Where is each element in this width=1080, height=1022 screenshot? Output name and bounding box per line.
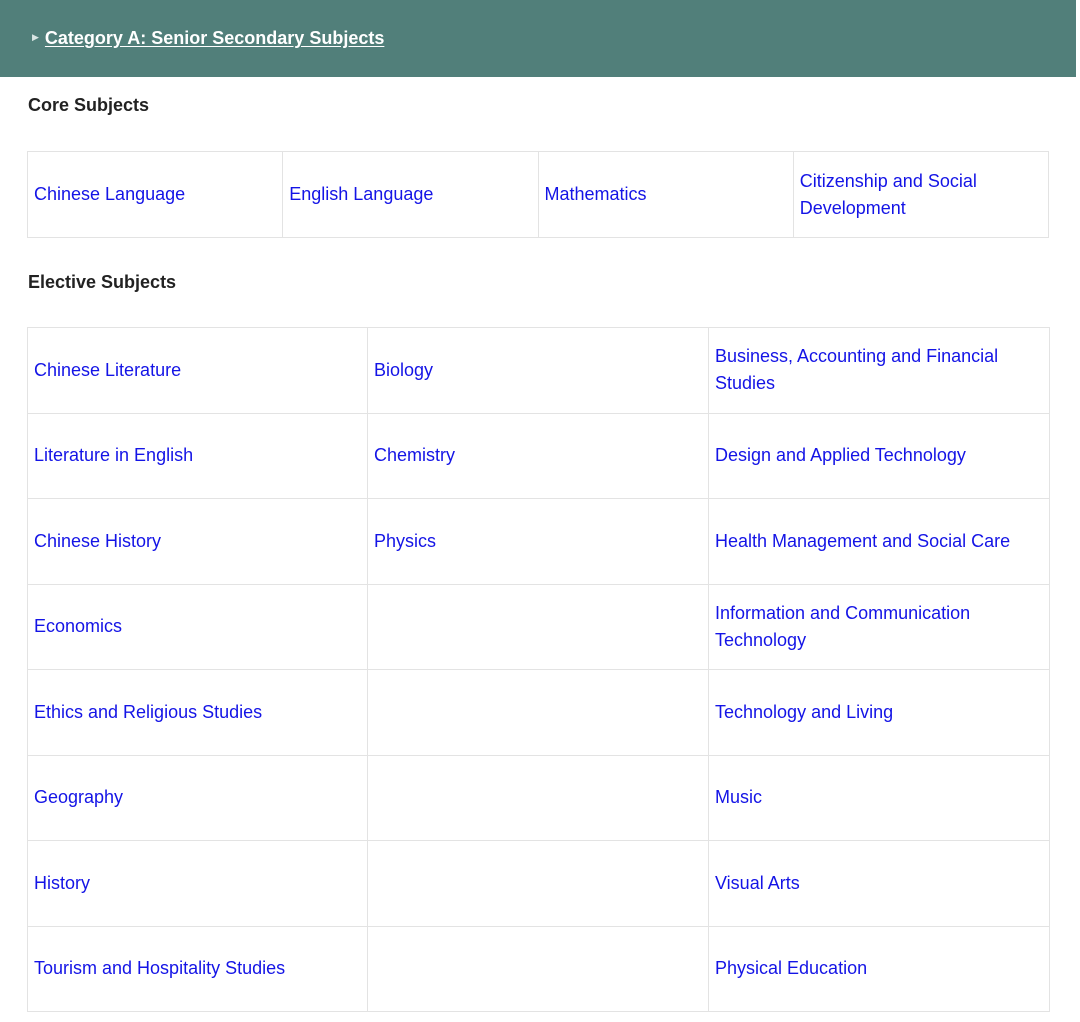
table-row — [28, 328, 1050, 414]
subject-link[interactable]: Geography — [34, 787, 124, 808]
triangle-right-icon[interactable]: ▶ — [32, 32, 39, 42]
table-cell — [28, 152, 283, 238]
empty-cell — [368, 584, 709, 670]
subject-link[interactable]: Design and Applied Technology — [715, 445, 966, 466]
empty-cell — [368, 755, 709, 841]
category-header[interactable] — [0, 0, 1076, 77]
subject-link[interactable]: Mathematics — [544, 184, 647, 204]
elective-subjects-table — [27, 327, 1050, 1012]
table-cell — [709, 755, 1050, 841]
table-cell — [28, 841, 368, 927]
subject-link[interactable]: Tourism and Hospitality Studies — [34, 958, 286, 979]
subject-link[interactable]: Visual Arts — [715, 872, 800, 893]
table-cell — [28, 670, 368, 756]
subject-link[interactable]: Music — [715, 787, 763, 808]
table-cell — [709, 584, 1050, 670]
subject-link[interactable]: Literature in English — [34, 445, 194, 466]
table-cell — [28, 926, 368, 1012]
table-cell — [28, 755, 368, 841]
subject-link[interactable]: Chinese History — [34, 530, 162, 551]
table-row — [28, 413, 1050, 499]
subject-link[interactable]: History — [34, 872, 91, 893]
subject-link[interactable]: Ethics and Religious Studies — [34, 701, 263, 722]
empty-cell — [368, 670, 709, 756]
subject-link[interactable]: Economics — [34, 616, 123, 637]
core-subjects-table — [27, 151, 1049, 238]
table-row — [28, 152, 1049, 238]
elective-subjects-heading: Elective Subjects — [28, 272, 177, 292]
table-row — [28, 926, 1050, 1012]
table-cell — [538, 152, 793, 238]
table-cell — [28, 584, 368, 670]
table-row — [28, 584, 1050, 670]
table-cell — [709, 670, 1050, 756]
table-cell — [28, 328, 368, 414]
table-cell — [709, 413, 1050, 499]
subject-link[interactable]: Citizenship and Social Development — [799, 170, 977, 218]
subject-link[interactable]: Chinese Language — [34, 184, 186, 204]
table-row — [28, 755, 1050, 841]
table-row — [28, 499, 1050, 585]
subject-link[interactable]: Physical Education — [715, 958, 868, 979]
subject-link[interactable]: Physics — [374, 530, 437, 551]
table-cell — [28, 413, 368, 499]
table-cell — [368, 328, 709, 414]
subject-link[interactable]: Information and Communication Technology — [715, 602, 971, 650]
subject-link[interactable]: Biology — [374, 359, 434, 380]
subject-link[interactable]: English Language — [289, 184, 434, 204]
table-cell — [709, 328, 1050, 414]
table-row — [28, 841, 1050, 927]
table-cell — [709, 926, 1050, 1012]
table-cell — [709, 499, 1050, 585]
subject-link[interactable]: Chemistry — [374, 445, 456, 466]
table-row — [28, 670, 1050, 756]
subject-link[interactable]: Technology and Living — [715, 701, 894, 722]
table-cell — [793, 152, 1048, 238]
table-cell — [368, 499, 709, 585]
table-cell — [283, 152, 538, 238]
table-cell — [709, 841, 1050, 927]
subject-link[interactable]: Business, Accounting and Financial Studies — [715, 346, 999, 394]
subject-link[interactable]: Health Management and Social Care — [715, 530, 1011, 551]
empty-cell — [368, 926, 709, 1012]
table-cell — [28, 499, 368, 585]
category-title-link[interactable]: Category A: Senior Secondary Subjects — [44, 28, 385, 48]
core-subjects-heading: Core Subjects — [28, 95, 150, 115]
empty-cell — [368, 841, 709, 927]
subject-link[interactable]: Chinese Literature — [34, 359, 182, 380]
table-cell — [368, 413, 709, 499]
